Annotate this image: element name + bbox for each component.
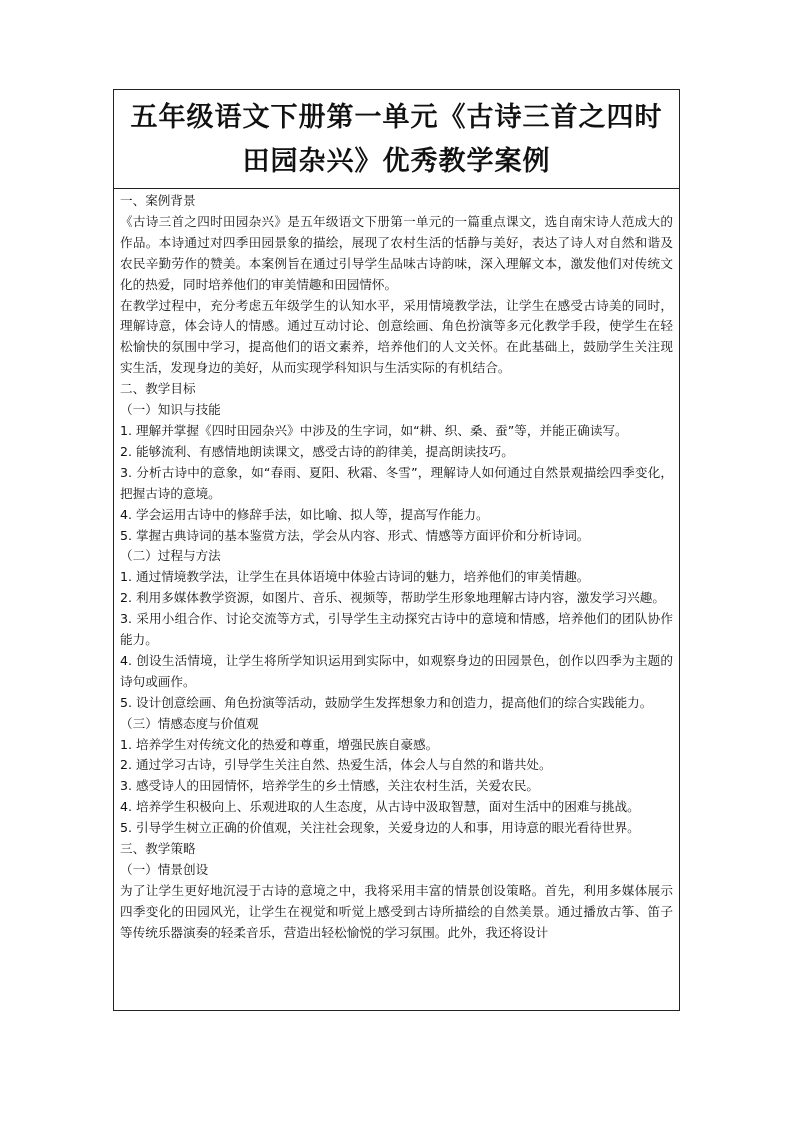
list-item: 5. 设计创意绘画、角色扮演等活动，鼓励学生发挥想象力和创造力，提高他们的综合实践能力。 [120,694,653,710]
list-item: 1. 通过情境教学法，让学生在具体语境中体验古诗词的魅力，培养他们的审美情趣。 [120,569,590,585]
list-item: 5. 引导学生树立正确的价值观，关注社会现象，关爱身边的人和事，用诗意的眼光看待世界。 [120,820,640,836]
section-heading: 一、案例背景 [120,193,196,208]
paragraph: 在教学过程中，充分考虑五年级学生的认知水平，采用情境教学法，让学生在感受古诗美的同时，理解诗意，体会诗人的情感。通过互动讨论、创意绘画、角色扮演等多元化教学手段，使学生在轻松愉快的氛围中学习，提高他们的语文素养，培养他们的人文关怀。在此基础上，鼓励学生关注现实生活，发现身边的美好，从而实现学科知识与生活实际的有机结合。 [120,297,673,376]
list-item: 2. 利用多媒体教学资源，如图片、音乐、视频等，帮助学生形象地理解古诗内容，激发学习兴趣。 [120,590,665,606]
section-heading: 二、教学目标 [120,381,196,397]
list-item: 4. 学会运用古诗中的修辞手法，如比喻、拟人等，提高写作能力。 [120,506,489,522]
title-cell [114,96,679,189]
section-heading: （二）过程与方法 [120,548,221,564]
document-title: 五年级语文下册第一单元《古诗三首之四时田园杂兴》优秀教学案例 [130,102,663,177]
section-heading: （一）情景创设 [120,862,209,877]
paragraph: 《古诗三首之四时田园杂兴》是五年级语文下册第一单元的一篇重点课文，选自南宋诗人范成大的作品。本诗通过对四季田园景象的描绘，展现了农村生活的恬静与美好，表达了诗人对自然和谐及农民辛勤劳作的赞美。本案例旨在通过引导学生品味古诗韵味，深入理解文本，激发他们对传统文化的热爱，同时培养他们的审美情趣和田园情怀。 [120,213,673,292]
section-heading: 三、教学策略 [120,841,196,857]
section-heading: （三）情感态度与价值观 [120,715,259,731]
document-frame [113,89,680,1011]
list-item: 3. 采用小组合作、讨论交流等方式，引导学生主动探究古诗中的意境和情感，培养他们的团队协作能力。 [120,611,673,648]
list-item: 1. 理解并掌握《四时田园杂兴》中涉及的生字词，如“耕、织、桑、蚕”等，并能正确读写。 [120,422,628,438]
paragraph: 为了让学生更好地沉浸于古诗的意境之中，我将采用丰富的情景创设策略。首先，利用多媒体展示四季变化的田园风光，让学生在视觉和听觉上感受到古诗所描绘的自然美景。通过播放古筝、笛子等传统乐器演奏的轻柔音乐，营造出轻松愉悦的学习氛围。此外，我还将设计 [120,882,673,940]
list-item: 5. 掌握古典诗词的基本鉴赏方法，学会从内容、形式、情感等方面评价和分析诗词。 [120,527,590,543]
list-item: 4. 创设生活情境，让学生将所学知识运用到实际中，如观察身边的田园景色，创作以四季为主题的诗句或画作。 [120,652,673,689]
document-body [114,189,679,944]
list-item: 2. 通过学习古诗，引导学生关注自然、热爱生活，体会人与自然的和谐共处。 [120,757,552,773]
section-heading: （一）知识与技能 [120,402,221,418]
list-item: 2. 能够流利、有感情地朗读课文，感受古诗的韵律美，提高朗读技巧。 [120,443,514,459]
list-item: 3. 感受诗人的田园情怀，培养学生的乡土情感，关注农村生活，关爱农民。 [120,778,540,794]
list-item: 1. 培养学生对传统文化的热爱和尊重，增强民族自豪感。 [120,736,439,752]
list-item: 3. 分析古诗中的意象，如“春雨、夏阳、秋霜、冬雪”，理解诗人如何通过自然景观描绘四季变化，把握古诗的意境。 [120,464,673,501]
list-item: 4. 培养学生积极向上、乐观进取的人生态度，从古诗中汲取智慧，面对生活中的困难与挑战。 [120,799,640,815]
